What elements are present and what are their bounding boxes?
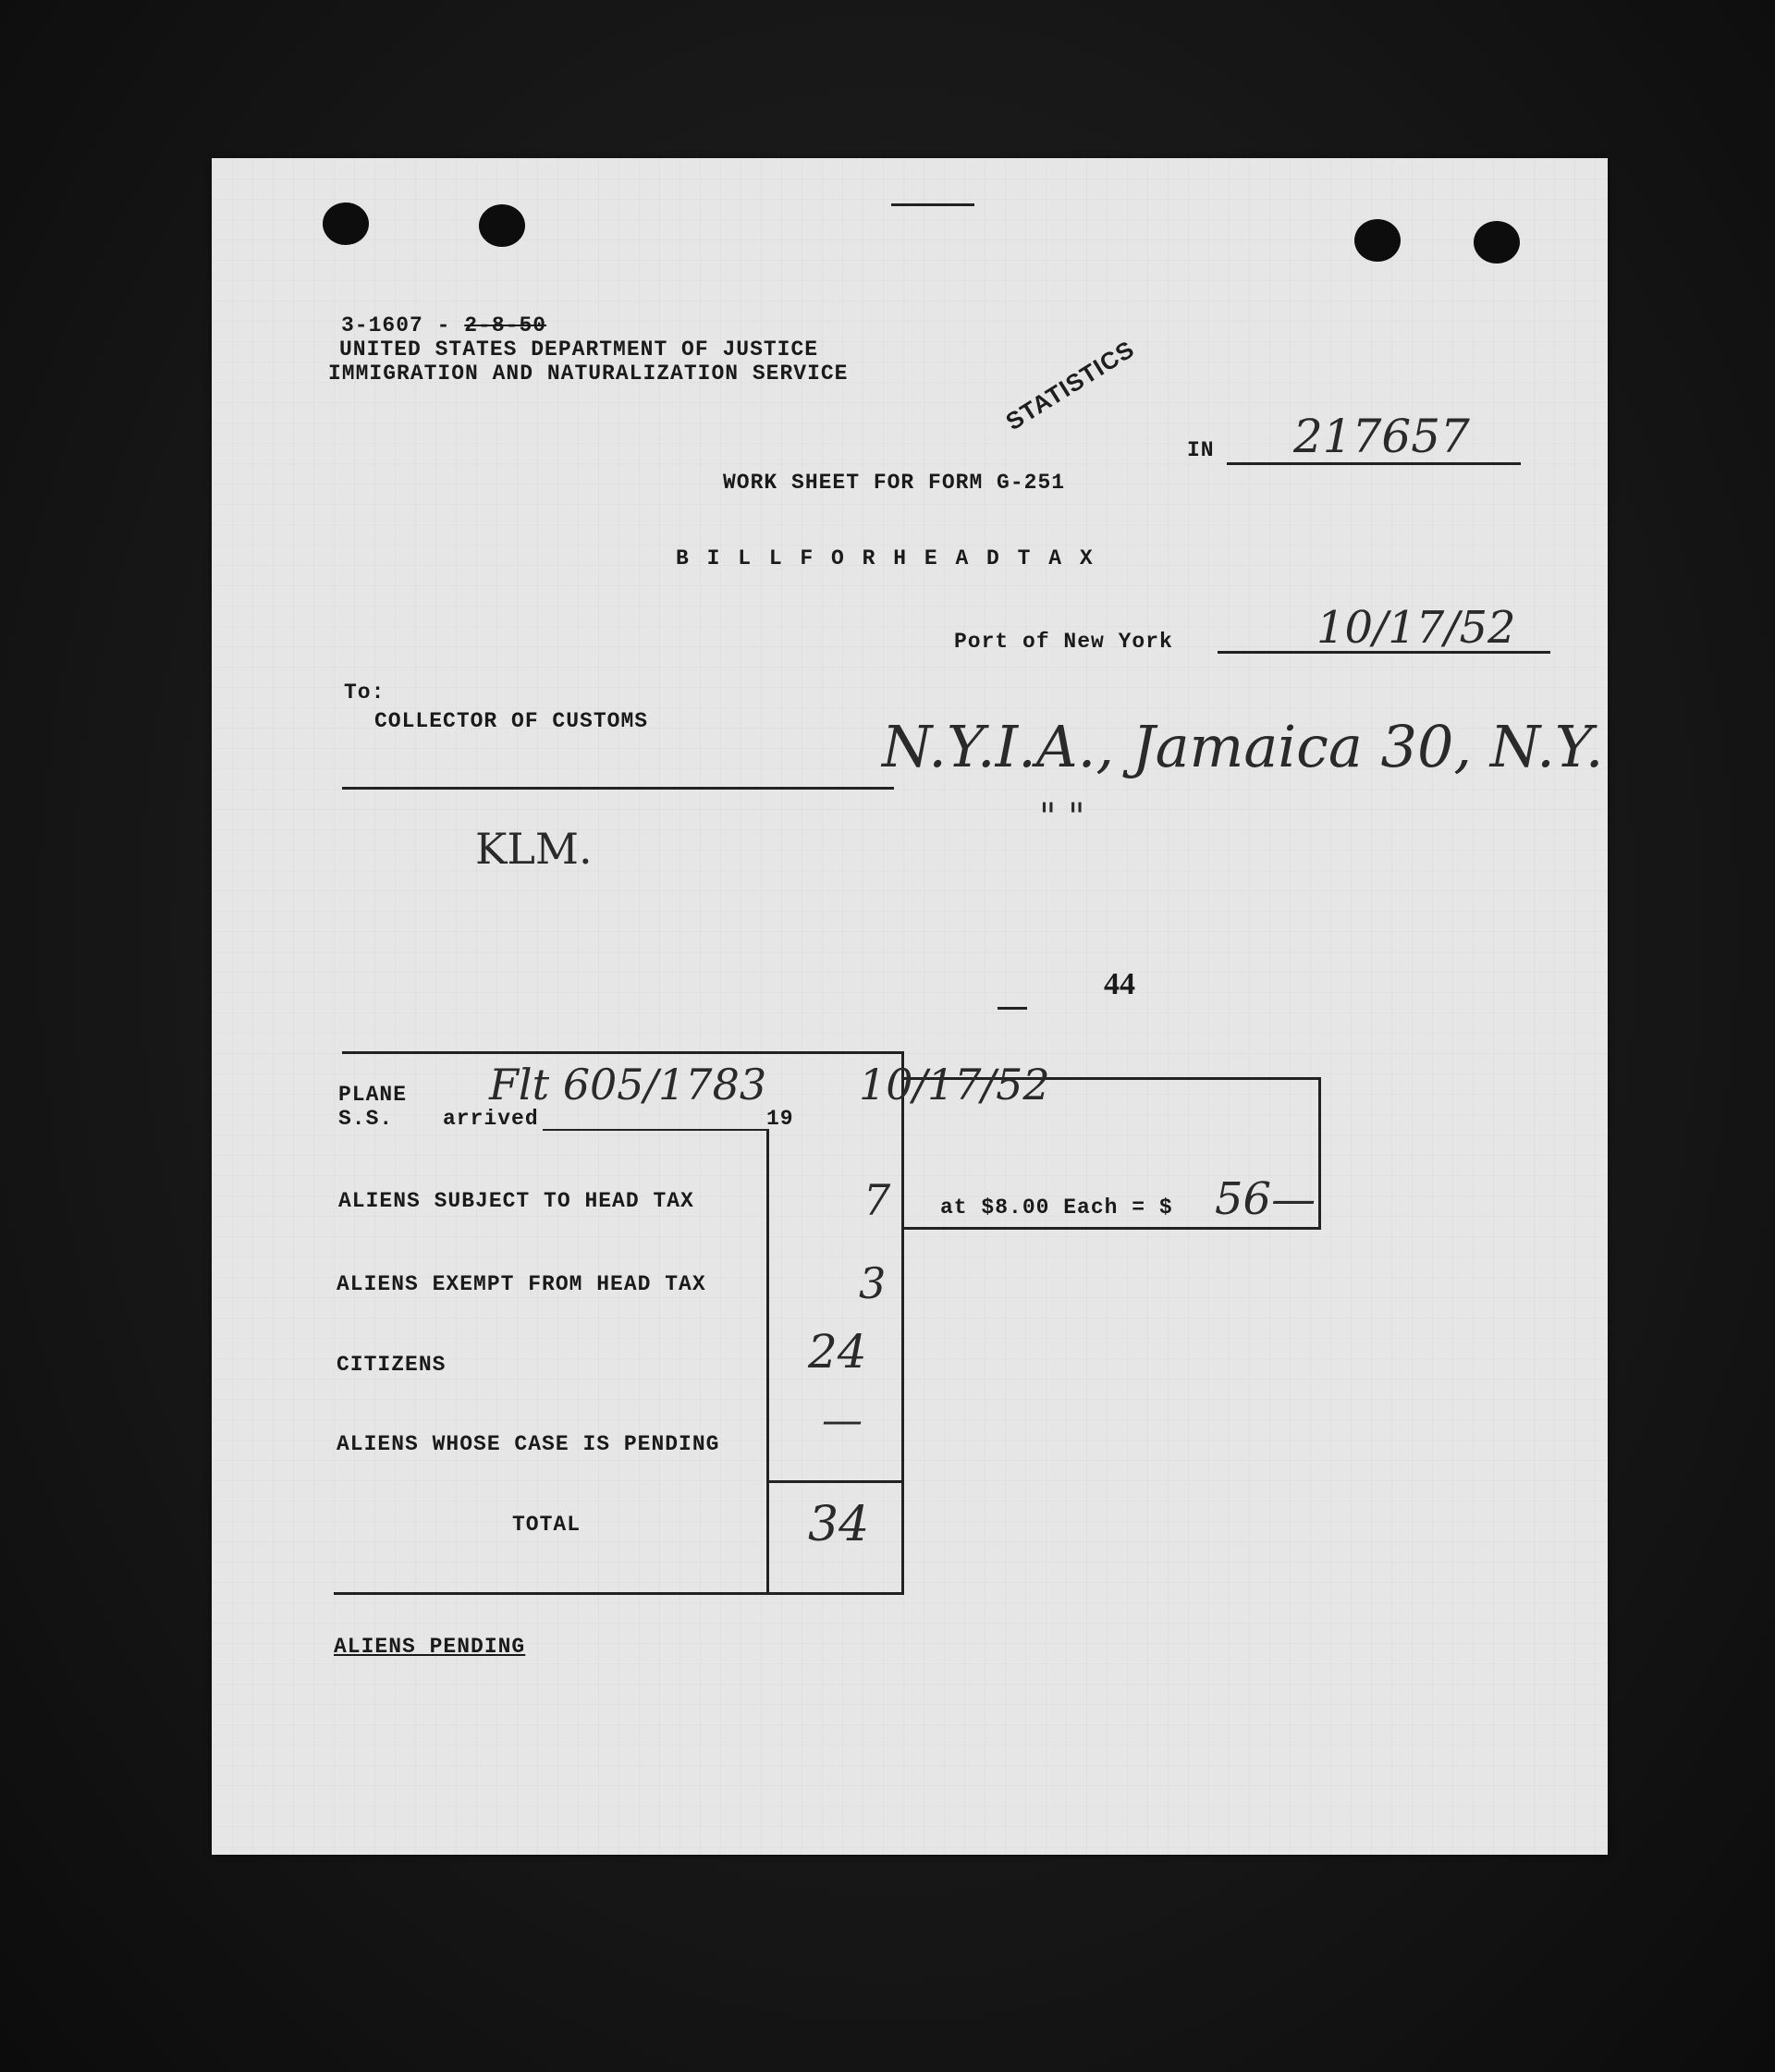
page-number-dash xyxy=(998,1007,1027,1010)
plane-label: PLANE xyxy=(338,1083,408,1107)
document-page xyxy=(212,158,1608,1855)
total-label: TOTAL xyxy=(512,1513,581,1537)
bill-title: B I L L F O R H E A D T A X xyxy=(676,546,1096,570)
agency-line-2: IMMIGRATION AND NATURALIZATION SERVICE xyxy=(328,362,849,386)
page-number: 44 xyxy=(1104,967,1135,1001)
form-date: 2-8-50 xyxy=(464,313,547,337)
row-label-pending: ALIENS WHOSE CASE IS PENDING xyxy=(337,1432,720,1456)
tax-amount: 56— xyxy=(1215,1173,1316,1225)
row-label-citizens: CITIZENS xyxy=(337,1353,447,1377)
bill-date: 10/17/52 xyxy=(1316,602,1516,654)
rate-box-right xyxy=(1318,1077,1321,1228)
form-number: 3-1607 xyxy=(341,313,423,337)
punch-hole-left-1 xyxy=(323,202,369,245)
collector-line xyxy=(342,787,894,790)
collector-label: COLLECTOR OF CUSTOMS xyxy=(374,709,649,733)
form-number-line: 3-1607 - 2-8-50 xyxy=(341,313,547,337)
year-prefix: 19 xyxy=(766,1107,794,1131)
port-label: Port of New York xyxy=(954,630,1173,654)
tax-rate: at $8.00 Each = $ xyxy=(940,1195,1173,1220)
value-column-left xyxy=(766,1129,769,1594)
flight-number: Flt 605/1783 xyxy=(489,1060,767,1110)
in-number: 217657 xyxy=(1293,410,1470,463)
in-label: IN xyxy=(1187,438,1215,462)
collector-location: N.Y.I.A., Jamaica 30, N.Y. xyxy=(882,713,1604,780)
agency-line-1: UNITED STATES DEPARTMENT OF JUSTICE xyxy=(339,337,819,362)
value-column-right xyxy=(901,1051,904,1594)
arrived-label: arrived xyxy=(443,1107,539,1131)
to-label: To: xyxy=(344,680,386,705)
total-separator xyxy=(766,1480,903,1483)
arrival-date: 10/17/52 xyxy=(859,1060,1050,1110)
row-value-citizens: 24 xyxy=(808,1325,867,1379)
punch-hole-right-1 xyxy=(1354,219,1401,262)
statistics-stamp: STATISTICS xyxy=(1000,335,1140,436)
carrier-name: KLM. xyxy=(475,824,593,874)
arrived-line xyxy=(543,1129,769,1131)
total-value: 34 xyxy=(808,1497,870,1552)
row-value-subject: 7 xyxy=(863,1175,891,1225)
worksheet-title: WORK SHEET FOR FORM G-251 xyxy=(723,471,1066,495)
table-top-rule xyxy=(342,1051,901,1054)
aliens-pending-label: ALIENS PENDING xyxy=(334,1635,526,1659)
table-bottom-rule xyxy=(334,1592,904,1595)
row-value-exempt: 3 xyxy=(859,1258,887,1308)
row-value-pending: — xyxy=(822,1397,863,1444)
row-label-exempt: ALIENS EXEMPT FROM HEAD TAX xyxy=(337,1272,706,1296)
punch-hole-left-2 xyxy=(479,204,525,247)
staple-mark xyxy=(891,203,974,206)
rate-box-bottom xyxy=(901,1227,1321,1230)
ditto-marks: " " xyxy=(1039,796,1085,839)
row-label-subject: ALIENS SUBJECT TO HEAD TAX xyxy=(338,1189,694,1213)
ss-label: S.S. xyxy=(338,1107,394,1131)
punch-hole-right-2 xyxy=(1474,221,1520,264)
